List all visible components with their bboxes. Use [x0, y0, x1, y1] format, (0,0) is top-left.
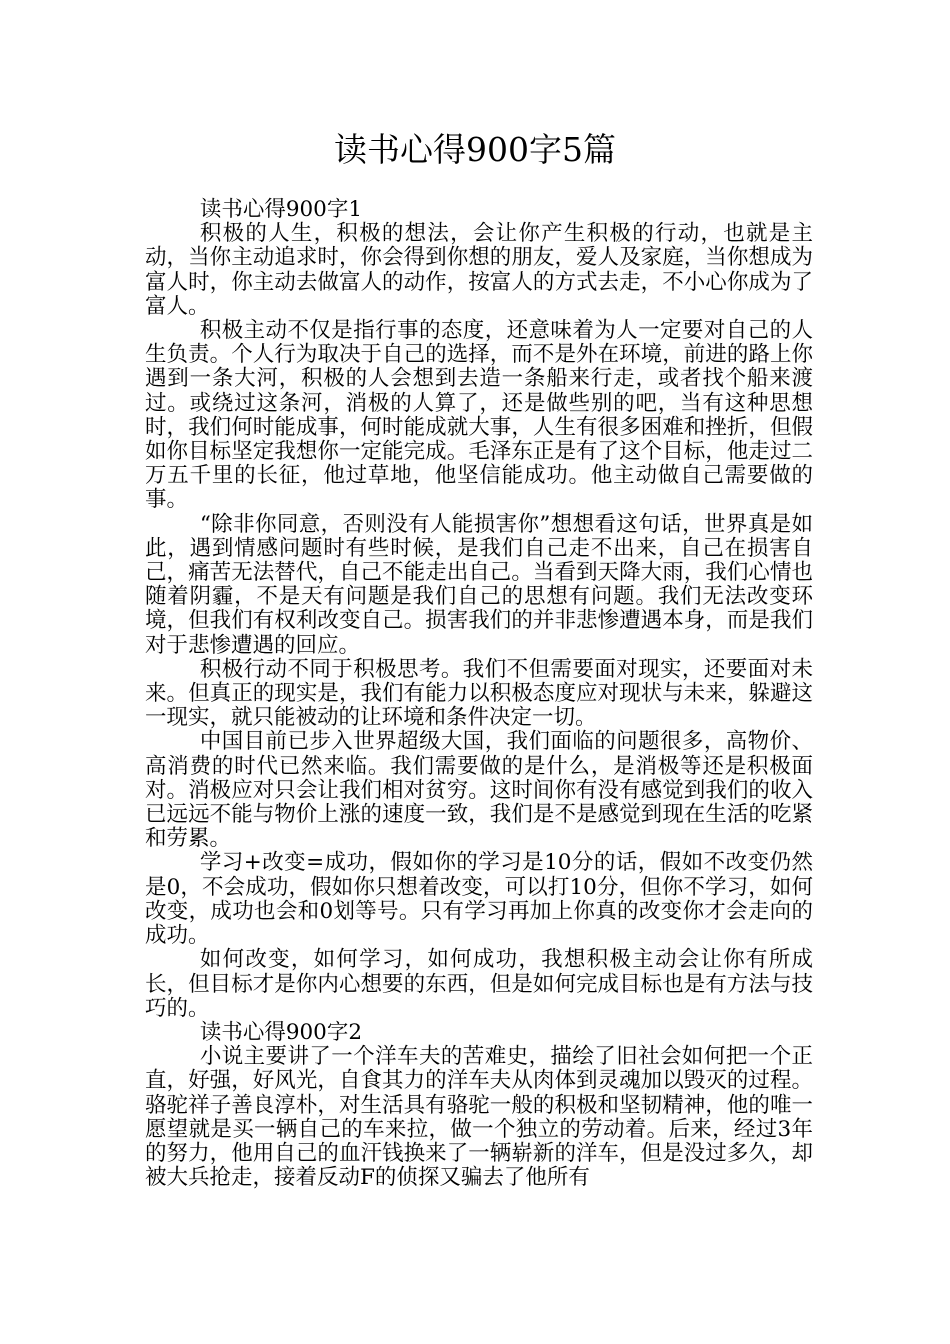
- section-heading: 读书心得900字2: [199, 1019, 363, 1045]
- section-heading: 读书心得900字1: [199, 197, 363, 222]
- paragraph: 学习+改变=成功，假如你的学习是10分的话，假如不改变仍然是0，不会成功，假如你只想着改变，可以打10分，但你不学习，如何改变，成功也会和0划等号。只有学习再加上你真的改变你才会走向的成功。: [145, 850, 813, 949]
- paragraph: 积极行动不同于积极思考。我们不但需要面对现实，还要面对未来。但真正的现实是，我们有能力以积极态度应对现状与未来，躲避这一现实，就只能被动的让环境和条件决定一切。: [145, 656, 813, 731]
- paragraph: 如何改变，如何学习，如何成功，我想积极主动会让你有所成长，但目标才是你内心想要的东西，但是如何完成目标也是有方法与技巧的。: [145, 947, 813, 1021]
- paragraph: 积极主动不仅是指行事的态度，还意味着为人一定要对自己的人生负责。个人行为取决于自己的选择，而不是外在环境，前进的路上你遇到一条大河，积极的人会想到去造一条船来行走，或者找个船来渡过。或绕过这条河，消极的人算了，还是做些别的吧，当有这种思想时，我们何时能成事，何时能成就大事，人生有很多困难和挫折，但假如你目标坚定我想你一定能完成。毛泽东正是有了这个目标，他走过二万五千里的长征，他过草地，他坚信能成功。他主动做自己需要做的事。: [145, 318, 813, 513]
- paragraph: 小说主要讲了一个洋车夫的苦难史，描绘了旧社会如何把一个正直，好强，好风光，自食其力的洋车夫从肉体到灵魂加以毁灭的过程。骆驼祥子善良淳朴，对生活具有骆驼一般的积极和坚韧精神，他的唯一愿望就是买一辆自己的车来拉，做一个独立的劳动着。后来，经过3年的努力，他用自己的血汗钱换来了一辆崭新的洋车，但是没过多久，却被大兵抢走，接着反动F的侦探又骗去了他所有: [145, 1044, 813, 1191]
- document-body: [145, 198, 813, 1190]
- paragraph: 中国目前已步入世界超级大国，我们面临的问题很多，高物价、高消费的时代已然来临。我们需要做的是什么，是消极等还是积极面对。消极应对只会让我们相对贫穷。这时间你有没有感觉到我们的收入已远远不能与物价上涨的速度一致，我们是不是感觉到现在生活的吃紧和劳累。: [145, 729, 813, 852]
- document-title: 读书心得900字5篇: [334, 130, 616, 169]
- paragraph: 积极的人生，积极的想法，会让你产生积极的行动，也就是主动，当你主动追求时，你会得到你想的朋友，爱人及家庭，当你想成为富人时，你主动去做富人的动作，按富人的方式去走，不小心你成为了富人。: [145, 221, 813, 319]
- paragraph: “除非你同意，否则没有人能损害你”想想看这句话，世界真是如此，遇到情感问题时有些时候，是我们自己走不出来，自己在损害自己，痛苦无法替代，自己不能走出自己。当看到天降大雨，我们心情也随着阴霾，不是天有问题是我们自己的思想有问题。我们无法改变环境，但我们有权利改变自己。损害我们的并非悲惨遭遇本身，而是我们对于悲惨遭遇的回应。: [145, 511, 813, 658]
